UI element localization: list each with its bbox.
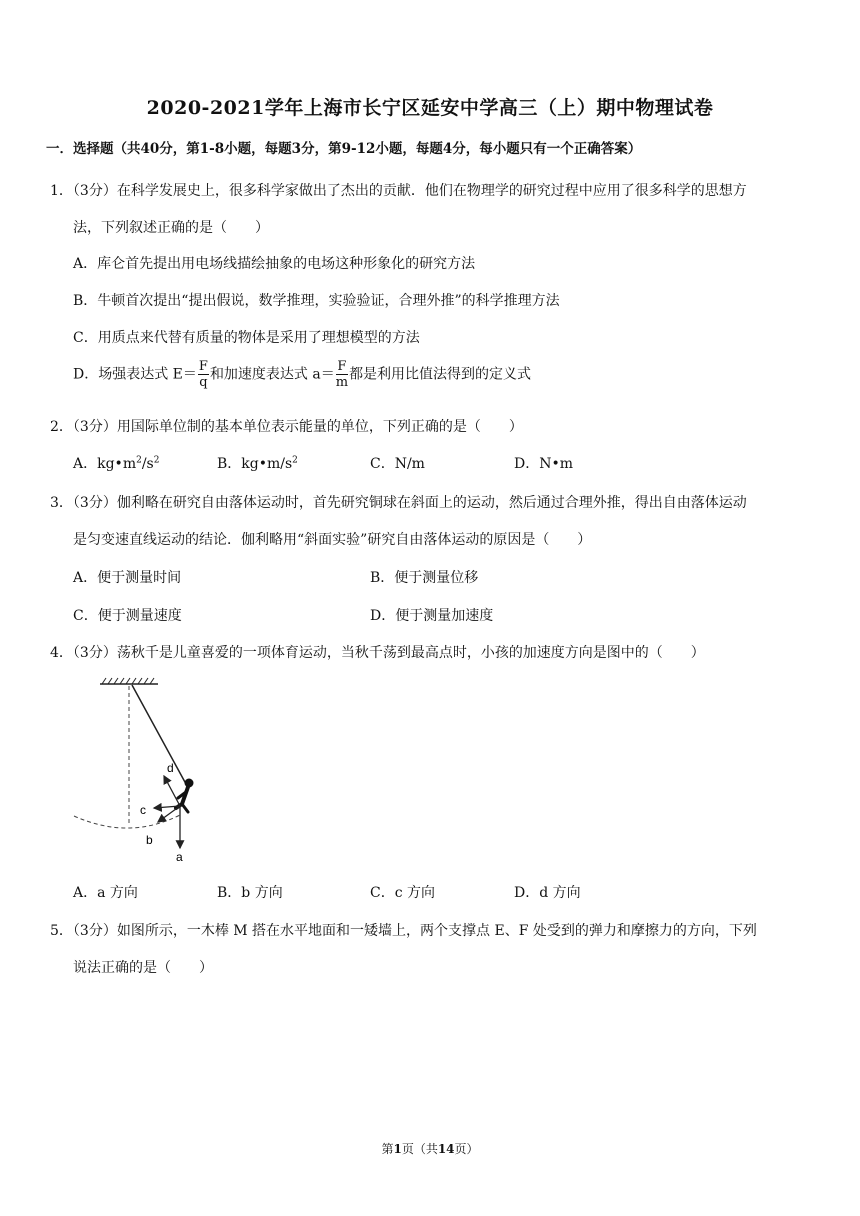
label-d: d xyxy=(167,761,174,775)
q4-option-b: B．b 方向 xyxy=(217,885,283,901)
q1-option-d-mid: 和加速度表达式 a＝ xyxy=(209,366,335,383)
label-c: c xyxy=(140,803,146,817)
section-heading: 一．选择题（共40分，第1-8小题，每题3分，第9-12小题，每题4分，每小题只有一个正确答案） xyxy=(46,141,642,157)
q1-option-d-suffix: 都是利用比值法得到的定义式 xyxy=(349,366,532,383)
q4-option-c: C．c 方向 xyxy=(370,885,436,901)
q1-option-d xyxy=(73,360,531,389)
q1-stem-line1: 1．（3分）在科学发展史上，很多科学家做出了杰出的贡献．他们在物理学的研究过程中应用了很多科学的思想方 xyxy=(50,183,747,199)
field-fraction xyxy=(198,360,209,389)
q3-stem-line2: 是匀变速直线运动的结论．伽利略用“斜面实验”研究自由落体运动的原因是（ ） xyxy=(73,532,592,548)
q2-option-b-sup: 2 xyxy=(292,455,298,466)
q2-option-a-pre: A．kg•m xyxy=(73,456,137,472)
field-fraction-den: q xyxy=(199,375,208,390)
q1-option-b: B．牛顿首次提出“提出假说，数学推理，实验验证，合理外推”的科学推理方法 xyxy=(73,293,560,309)
footer-post: 页） xyxy=(454,1142,479,1156)
swing-rope xyxy=(132,685,186,784)
q5-stem-line1: 5．（3分）如图所示，一木棒 M 搭在水平地面和一矮墙上，两个支撑点 E、F 处受到的弹力和摩擦力的方向，下列 xyxy=(50,923,757,939)
label-a: a xyxy=(176,850,183,864)
q2-option-a-mid: /s xyxy=(141,456,154,472)
q3-option-c: C．便于测量速度 xyxy=(73,608,182,624)
q1-option-a: A．库仑首先提出用电场线描绘抽象的电场这种形象化的研究方法 xyxy=(73,256,476,272)
page-footer xyxy=(0,1140,860,1157)
q2-option-b-pre: B．kg•m/s xyxy=(217,456,293,472)
q4-option-a: A．a 方向 xyxy=(73,885,138,901)
q2-option-a-sup: 2 xyxy=(136,455,142,466)
q3-stem-line1: 3．（3分）伽利略在研究自由落体运动时，首先研究铜球在斜面上的运动，然后通过合理外推，得出自由落体运动 xyxy=(50,495,747,511)
footer-mid: 页（共 xyxy=(401,1142,438,1156)
q4-option-d: D．d 方向 xyxy=(514,885,581,901)
ceiling-hatch xyxy=(102,678,154,684)
footer-total-pages: 14 xyxy=(437,1142,455,1156)
arrow-d xyxy=(164,776,180,806)
q2-stem: 2．（3分）用国际单位制的基本单位表示能量的单位，下列正确的是（ ） xyxy=(50,419,523,435)
q2-option-d: D．N•m xyxy=(514,456,574,472)
q4-stem: 4．（3分）荡秋千是儿童喜爱的一项体育运动，当秋千荡到最高点时，小孩的加速度方向是图中的（ ） xyxy=(50,645,705,661)
q2-option-a xyxy=(73,453,159,473)
footer-page-number: 1 xyxy=(393,1142,402,1156)
q1-stem-line2: 法，下列叙述正确的是（ ） xyxy=(73,220,269,236)
footer-pre: 第 xyxy=(381,1142,394,1156)
q1-option-c: C．用质点来代替有质量的物体是采用了理想模型的方法 xyxy=(73,330,420,346)
accel-fraction xyxy=(336,360,348,389)
exam-title: 2020-2021学年上海市长宁区延安中学高三（上）期中物理试卷 xyxy=(146,97,714,119)
q1-option-d-prefix: D．场强表达式 E＝ xyxy=(73,366,197,383)
q3-option-b: B．便于测量位移 xyxy=(370,570,479,586)
q2-option-a-sup2: 2 xyxy=(153,455,160,466)
swing-diagram xyxy=(70,676,240,870)
q5-stem-line2: 说法正确的是（ ） xyxy=(73,960,213,976)
label-b: b xyxy=(146,833,153,847)
field-fraction-num: F xyxy=(198,359,208,374)
q3-option-d: D．便于测量加速度 xyxy=(370,608,494,624)
accel-fraction-num: F xyxy=(337,359,347,374)
q3-option-a: A．便于测量时间 xyxy=(73,570,182,586)
q2-option-c: C．N/m xyxy=(370,456,425,472)
accel-fraction-den: m xyxy=(335,375,349,390)
arrow-b xyxy=(158,806,180,822)
q2-option-b xyxy=(217,453,298,473)
